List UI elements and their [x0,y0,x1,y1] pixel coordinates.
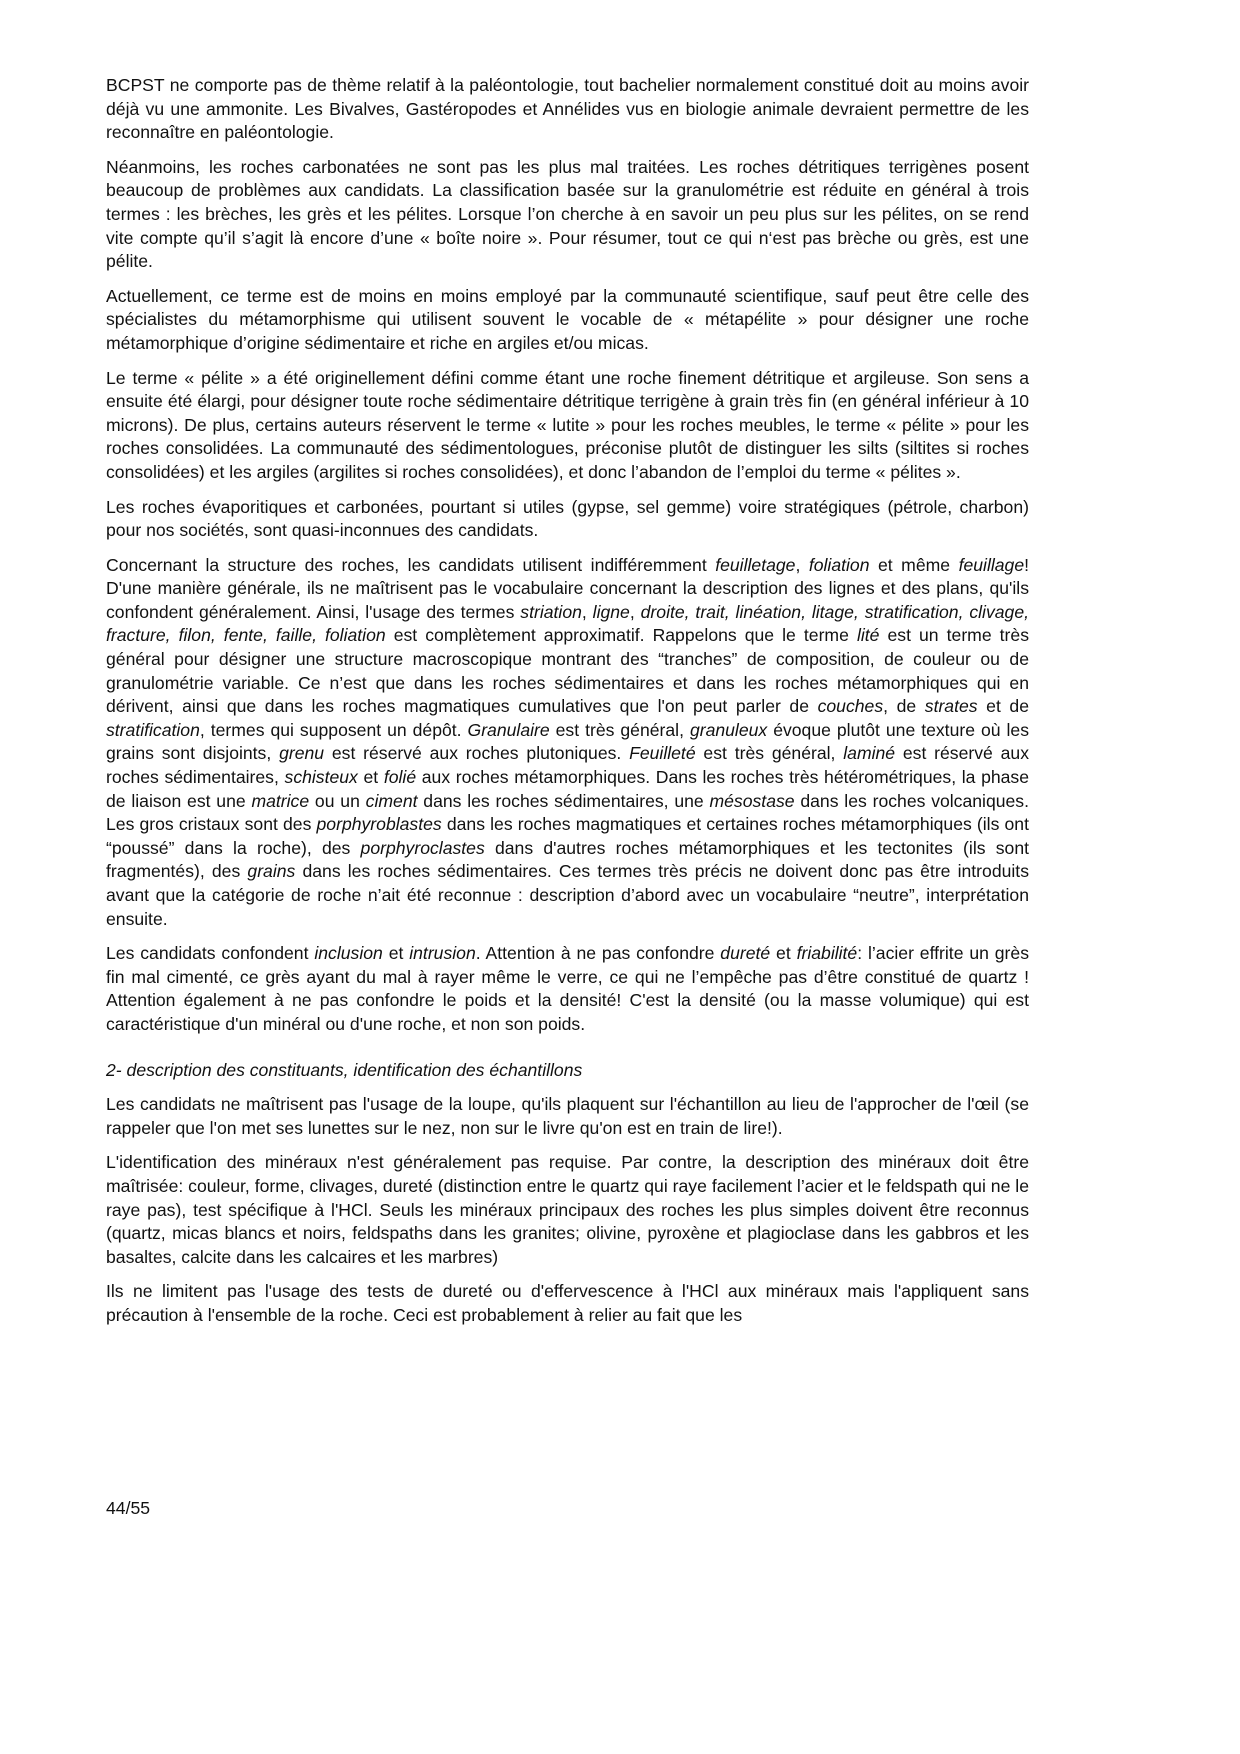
italic-term: ligne [592,601,630,622]
italic-term: laminé [843,743,896,764]
paragraph [106,1093,1029,1140]
page-content [106,74,1029,1339]
text-run: : l’acier effrite un grès fin mal cimenté, ce grès ayant du mal à rayer même le verre, ce qui ne l’empêche pas d’être constitué de quartz ! Attention également à ne pas confondre le poids et la densité! C'est la densité (ou la masse volumique) qui est caractéristique d'un minéral ou d'une roche, et non son poids. [106,943,1030,1034]
text-run: dans d'autres roches métamorphiques et les tectonites (ils sont fragmentés), des [106,837,1029,882]
italic-term: granuleux [689,719,768,740]
paragraph [106,285,1029,356]
italic-term: porphyroblastes [316,814,442,835]
text-run: dans les roches magmatiques et certaines roches métamorphiques (ils ont “poussé” dans la roche), des [106,814,1029,858]
text-run: est très général, [549,719,690,740]
text-run: est réservé aux roches sédimentaires, [106,743,1030,788]
text-run: ! D'une manière générale, ils ne maîtrisent pas le vocabulaire concernant la description des lignes et des plans, qu'ils confondent généralement. Ainsi, l'usage des termes [106,554,1030,622]
italic-term: intrusion [409,943,476,964]
italic-term: couches [817,696,884,717]
text-run: BCPST ne comporte pas de thème relatif à la paléontologie, tout bachelier normalement constitué doit au moins avoir déjà vu une ammonite. Les Bivalves, Gastéropodes et Annélides vus en biologie animale devraient permettre de les reconnaître en paléontologie. [106,75,1029,143]
text-run: L'identification des minéraux n'est généralement pas requise. Par contre, la description des minéraux doit être maîtrisée: couleur, forme, clivages, dureté (distinction entre le quartz qui raye facilement l’acier et le feldspath qui ne le raye pas), test spécifique à l'HCl. Seuls les minéraux principaux des roches les plus simples doivent être reconnus (quartz, micas blancs et noirs, feldspaths dans les granites; olivine, pyroxène et plagioclase dans les gabbros et les basaltes, calcite dans les calcaires et les marbres) [106,1152,1029,1267]
text-run: , [629,601,641,622]
italic-term: Granulaire [467,719,550,740]
paragraph [106,554,1029,932]
text-run: Les candidats confondent [106,943,315,964]
italic-term: lité [856,625,880,646]
italic-term: grains [247,861,296,882]
paragraph [106,74,1029,145]
italic-term: inclusion [314,943,383,964]
italic-term: feuillage [958,554,1025,575]
text-run: et même [869,554,959,575]
text-run: Les roches évaporitiques et carbonées, pourtant si utiles (gypse, sel gemme) voire stratégiques (pétrole, charbon) pour nos sociétés, sont quasi-inconnues des candidats. [106,496,1029,541]
text-run: évoque plutôt une texture où les grains sont disjoints, [106,719,1030,764]
paragraph [106,367,1029,485]
italic-term: porphyroclastes [360,837,485,858]
italic-term: feuilletage [715,554,796,575]
text-run: Le terme « pélite » a été originellement défini comme étant une roche finement détritique et argileuse. Son sens a ensuite été élargi, pour désigner toute roche sédimentaire détritique terrigène à grain très fin (en général inférieur à 10 microns). De plus, certains auteurs réservent le terme « lutite » pour les roches meubles, le terme « pélite » pour les roches consolidées. La communauté des sédimentologues, préconise plutôt de distinguer les silts (siltites si roches consolidées) et les argiles (argilites si roches consolidées), et donc l’abandon de l’emploi du terme « pélites ». [106,367,1029,482]
text-run: et [382,943,410,964]
italic-term: stratification [106,719,200,740]
paragraph [106,1151,1029,1269]
page-number: 44/55 [106,1498,151,1518]
text-run: et [770,943,797,964]
italic-term: folié [383,767,417,788]
paragraph [106,942,1029,1036]
paragraph [106,1280,1029,1327]
text-run: est un terme très général pour désigner une structure macroscopique montrant des “tranches” de composition, de couleur ou de granulométrie variable. Ce n’est que dans les roches sédimentaires et dans les roches métamorphiques qui en dérivent, ainsi que dans les roches magmatiques cumulatives que l'on peut parler de [106,625,1029,717]
text-run: , [795,554,809,575]
text-run: ou un [309,790,366,811]
paragraph-group-top [106,74,1029,1037]
text-run: dans les roches sédimentaires. Ces termes très précis ne doivent donc pas être introduits avant que la catégorie de roche n’ait été reconnue : description d’abord avec un vocabulaire “neutre”, interprétation ensuite. [106,861,1029,929]
text-run: , termes qui supposent un dépôt. [199,719,468,740]
italic-term: striation [520,601,582,622]
text-run: Les candidats ne maîtrisent pas l'usage de la loupe, qu'ils plaquent sur l'échantillon au lieu de l'approcher de l'œil (se rappeler que l'on met ses lunettes sur le nez, non sur le livre qu'on est en train de lire!). [106,1094,1029,1138]
text-run: aux roches métamorphiques. Dans les roches très hétérométriques, la phase de liaison est une [106,767,1030,811]
paragraph [106,496,1029,543]
italic-term: foliation [808,554,870,575]
section-heading: 2- description des constituants, identification des échantillons [106,1059,583,1080]
text-run: , de [883,696,925,717]
text-run: . Attention à ne pas confondre [475,943,721,964]
paragraph [106,156,1029,274]
italic-term: friabilité [796,943,858,964]
italic-term: ciment [365,790,418,811]
text-run: Ils ne limitent pas l'usage des tests de dureté ou d'effervescence à l'HCl aux minéraux mais l'appliquent sans précaution à l'ensemble de la roche. Ceci est probablement à relier au fait que les [106,1281,1029,1325]
italic-term: matrice [251,790,310,811]
text-run: Néanmoins, les roches carbonatées ne sont pas les plus mal traitées. Les roches détritiques terrigènes posent beaucoup de problèmes aux candidats. La classification basée sur la granulométrie est réduite en général à trois termes : les brèches, les grès et les pélites. Lorsque l’on cherche à en savoir un peu plus sur les pélites, on se rend vite compte qu’il s’agit là encore d’une « boîte noire ». Pour résumer, tout ce qui n‘est pas brèche ou grès, est une pélite. [106,156,1029,272]
italic-term: dureté [720,943,771,964]
paragraph-group-bottom [106,1093,1029,1327]
italic-term: schisteux [284,767,358,788]
text-run: est très général, [695,743,844,764]
text-run: Actuellement, ce terme est de moins en moins employé par la communauté scientifique, sauf peut être celle des spécialistes du métamorphisme qui utilisent souvent le vocable de « métapélite » pour désigner une roche métamorphique d’origine sédimentaire et riche en argiles et/ou micas. [106,285,1029,353]
italic-term: mésostase [709,790,795,811]
text-run: et [357,767,384,788]
text-run: et de [977,696,1029,717]
italic-term: grenu [279,743,325,764]
text-run: dans les roches volcaniques. Les gros cristaux sont des [106,790,1029,835]
text-run: , [581,601,593,622]
text-run: Concernant la structure des roches, les candidats utilisent indifféremment [106,554,716,575]
italic-term: droite, trait, linéation, litage, stratification, clivage, fracture, filon, fente, faille, foliation [106,601,1029,646]
text-run: dans les roches sédimentaires, une [417,790,710,811]
italic-term: Feuilleté [629,743,696,764]
text-run: est réservé aux roches plutoniques. [324,743,630,764]
text-run: est complètement approximatif. Rappelons que le terme [385,625,857,646]
italic-term: strates [924,696,978,717]
